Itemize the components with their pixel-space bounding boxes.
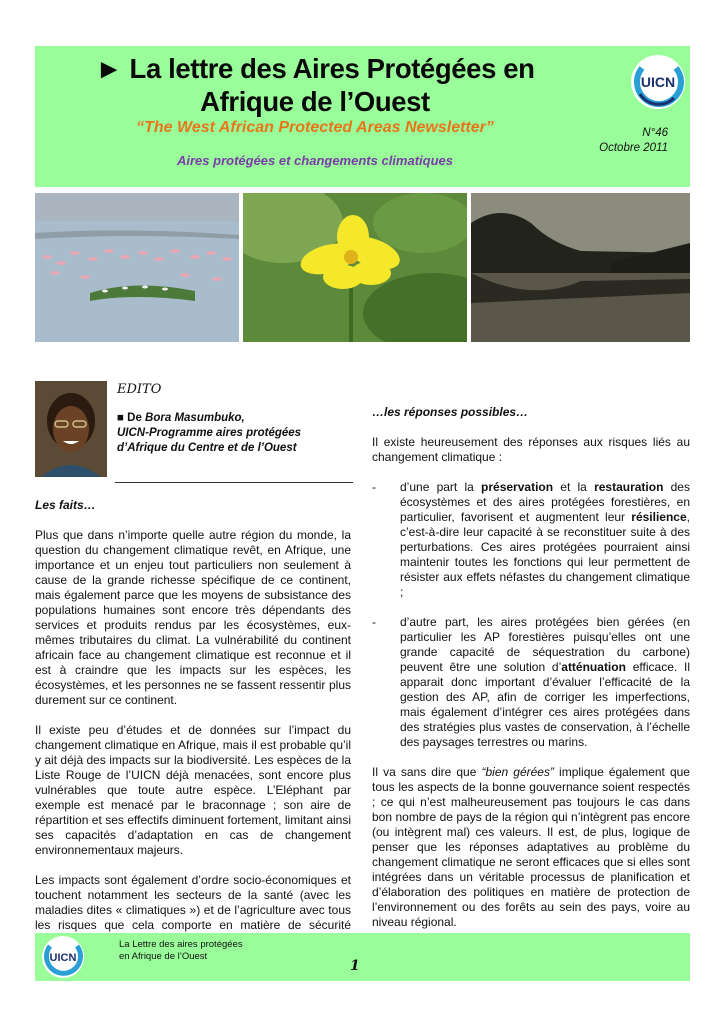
left-column <box>35 498 351 963</box>
footer-title <box>119 939 243 963</box>
author-prefix: ■ De <box>117 412 142 424</box>
paragraph: Plus que dans n’importe quelle autre région du monde, la question du changement climatique revêt, en Afrique, une importance et un enjeu tout particuliers non seulement à cause de la grande richesse spécifique de ce continent, mais également parce que les moyens de subsistance des populations humaines sont encore très dépendants des services et produits rendus par les écosystèmes, eux-mêmes tributaires du climat. La vulnérabilité du continent africain face au changement climatique est reconnue et il est à craindre que les impacts sur les espèces, les écosystèmes, et les personnes ne se fassent ressentir plus durement sur ce continent. <box>35 528 351 707</box>
paragraph: Il existe heureusement des réponses aux risques liés au changement climatique : <box>372 435 690 464</box>
issue-theme: Aires protégées et changements climatiques <box>177 153 453 168</box>
header-banner <box>35 46 690 187</box>
right-column <box>372 405 690 945</box>
bullet-text: d’autre part, les aires protégées bien gérées (en particulier les AP forestières puisqu’elles ont une grande capacité de séquestration du carbone) peuvent être une solution d’atténuation efficace. Il apparait donc important d’évaluer l’efficacité de la gestion des AP, afin de corriger les imperfections, mais également d’intégrer ces aires protégées dans des stratégies plus vastes de conservation, à l’échelle des paysages terrestres ou marins. <box>400 615 690 749</box>
author-line <box>117 411 347 426</box>
bullet-dash: - <box>372 615 376 629</box>
uicn-logo <box>630 54 686 110</box>
paragraph: Les impacts sont également d’ordre socio-économiques et touchent notamment les secteurs de la santé (avec les maladies dites « climatiques ») et de l’agriculture avec tous les risques que cela comporte en matière de sécurité <box>35 873 351 932</box>
paragraph: Il existe peu d’études et de données sur l’impact du changement climatique en Afrique, mais il est probable qu’il y ait déjà des impacts sur la biodiversité. Les espèces de la Liste Rouge de l’UICN déjà menacées, sont encore plus vulnérables que toute autre espèce. L’Eléphant par exemple est menacé par le braconnage ; son aire de répartition et ses effectifs diminuent fortement, limitant ainsi ses capacités d’adaptation en cas de changement environnementaux majeurs. <box>35 723 351 857</box>
author-org-line-2: d’Afrique du Centre et de l’Ouest <box>117 442 297 454</box>
separator-line <box>115 482 353 483</box>
newsletter-subtitle: “The West African Protected Areas Newsletter” <box>136 119 494 136</box>
author-portrait <box>35 381 107 477</box>
logo-text: UICN <box>49 952 77 964</box>
bullet-dash: - <box>372 480 376 494</box>
issue-date: Octobre 2011 <box>599 142 668 154</box>
uicn-logo <box>41 935 85 979</box>
section-heading-facts: Les faits… <box>35 498 96 512</box>
issue-number: N°46 <box>642 127 668 139</box>
page-number: 1 <box>350 958 360 974</box>
footer-line-2: en Afrique de l’Ouest <box>119 951 208 962</box>
bullet-text: d’une part la préservation et la restauration des écosystèmes et des aires protégées forestières, en particulier, favorisent et augmentent leur résilience, c’est-à-dire leur capacité à se reconstituer suite à des perturbations. Ces aires protégées pourraient ainsi maintenir toutes les fonctions qui leur permettent de résister aux effets néfastes du changement climatique ; <box>400 480 690 599</box>
list-item <box>372 480 690 600</box>
edito-heading: EDITO <box>117 382 162 397</box>
list-item <box>372 615 690 750</box>
newsletter-title <box>35 52 595 118</box>
section-heading-responses: …les réponses possibles… <box>372 405 529 419</box>
yellow-flower-photo <box>243 193 467 342</box>
river-forest-photo <box>471 193 690 342</box>
footer-line-1: La Lettre des aires protégées <box>119 939 243 950</box>
flamingo-lake-photo <box>35 193 239 342</box>
footer-banner <box>35 933 690 981</box>
author-org-line-1: UICN-Programme aires protégées <box>117 427 302 439</box>
logo-text: UICN <box>640 74 676 90</box>
title-line-1: ► La lettre des Aires Protégées en <box>95 53 535 84</box>
issue-info <box>599 126 668 156</box>
author-name: Bora Masumbuko, <box>145 412 245 424</box>
paragraph: Il va sans dire que “bien gérées” implique également que tous les aspects de la bonne gouvernance soient respectés ; ce qui n’est malheureusement pas toujours le cas dans bon nombre de pays de la région qui n’intègrent pas encore (ou intègrent mal) ces valeurs. Il est, de plus, logique de penser que les réponses adaptatives au problème du changement climatique ne seront efficaces que si elles sont intégrées dans un véritable processus de planification et d’élaboration des politiques en matière de protection de l’environnement ou des forêts au sein des pays, voire au niveau régional. <box>372 765 690 929</box>
author-block <box>117 411 347 456</box>
title-line-2: Afrique de l’Ouest <box>200 86 430 117</box>
